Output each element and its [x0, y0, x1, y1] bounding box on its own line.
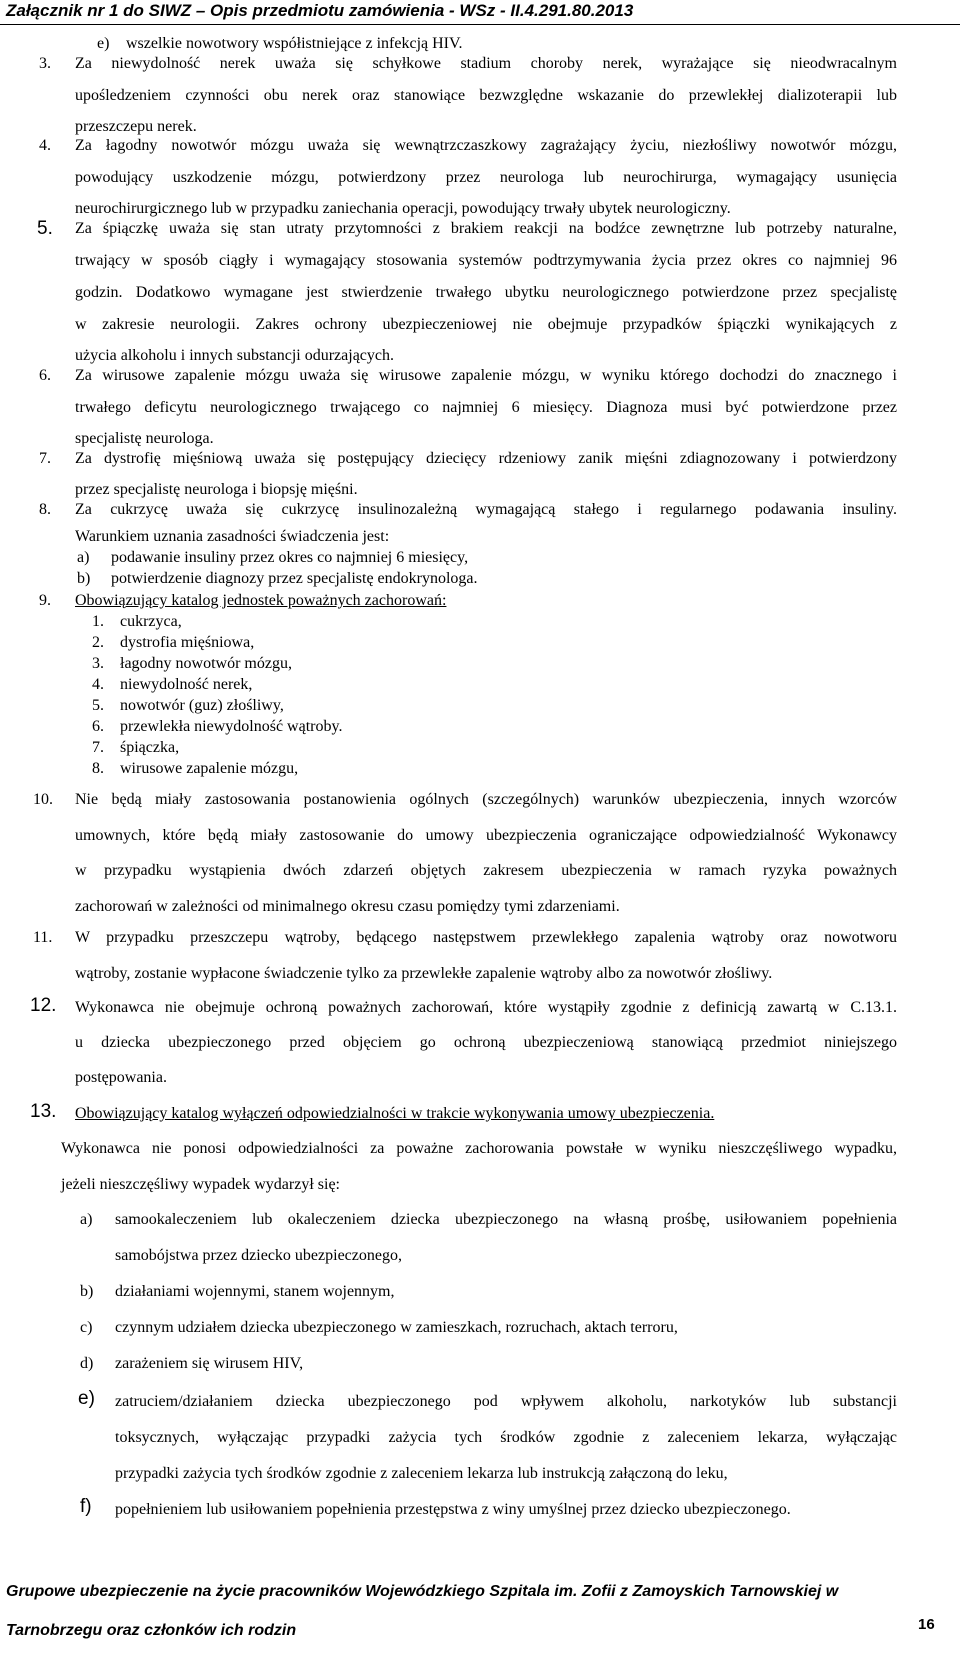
- exclusion-marker: d): [80, 1355, 94, 1372]
- item-text-line: zachorowań w zależności od minimalnego okresu czasu pomiędzy tymi zdarzeniami.: [75, 898, 620, 915]
- catalog-title: Obowiązujący katalog jednostek poważnych zachorowań:: [75, 592, 447, 609]
- exclusions-intro-line: Wykonawca nie ponosi odpowiedzialności za poważne zachorowania powstałe w wyniku nieszczęśliwego wypadku,: [61, 1140, 897, 1157]
- item-number: 6.: [39, 367, 51, 384]
- item-text-line: Za dystrofię mięśniową uważa się postępujący dziecięcy rdzeniowy zanik mięśni zdiagnozowany i potwierdzony: [75, 450, 897, 467]
- item-text-line: wątroby, zostanie wypłacone świadczenie tylko za przewlekłe zapalenie wątroby albo za nowotwór złośliwy.: [75, 965, 773, 982]
- item-number: 5.: [37, 218, 53, 239]
- sub-text: podawanie insuliny przez okres co najmniej 6 miesięcy,: [111, 549, 469, 566]
- list-item: niewydolność nerek,: [120, 676, 253, 693]
- exclusion-text-line: działaniami wojennymi, stanem wojennym,: [115, 1283, 395, 1300]
- list-item: wirusowe zapalenie mózgu,: [120, 760, 299, 777]
- item-text-line: Wykonawca nie obejmuje ochroną poważnych zachorowań, które wystąpiły zgodnie z definicją zawartą w C.13.1.: [75, 999, 897, 1016]
- item-text-line: specjalistę neurologa.: [75, 430, 214, 447]
- item-text-line: neurochirurgicznego lub w przypadku zaniechania operacji, powodujący trwały ubytek neurologiczny.: [75, 200, 731, 217]
- item-text-line: postępowania.: [75, 1069, 167, 1086]
- item-text-line: w zakresie neurologii. Zakres ochrony ubezpieczeniowej nie obejmuje przypadków śpiączki wynikających z: [75, 316, 897, 333]
- exclusion-marker: a): [80, 1211, 93, 1228]
- item-text-line: powodujący uszkodzenie mózgu, potwierdzony przez neurologa lub neurochirurga, wymagający usunięcia: [75, 169, 897, 186]
- list-marker: 6.: [92, 718, 104, 735]
- item-text-line: upośledzeniem czynności obu nerek oraz stanowiące bezwzględne wskazanie do przewlekłej dializoterapii lub: [75, 87, 897, 104]
- list-item: dystrofia mięśniowa,: [120, 634, 255, 651]
- list-marker: 1.: [92, 613, 104, 630]
- exclusion-text-line: zarażeniem się wirusem HIV,: [115, 1355, 304, 1372]
- exclusion-marker: f): [80, 1496, 92, 1517]
- item-number: 7.: [39, 450, 51, 467]
- sub-marker: b): [77, 570, 91, 587]
- list-item: nowotwór (guz) złośliwy,: [120, 697, 284, 714]
- list-marker: 4.: [92, 676, 104, 693]
- item-text-line: Warunkiem uznania zasadności świadczenia jest:: [75, 528, 390, 545]
- exclusion-marker: e): [78, 1388, 95, 1409]
- list-item: cukrzyca,: [120, 613, 182, 630]
- exclusion-text-line: czynnym udziałem dziecka ubezpieczonego w zamieszkach, rozruchach, aktach terroru,: [115, 1319, 678, 1336]
- item-text-line: Za wirusowe zapalenie mózgu uważa się wirusowe zapalenie mózgu, w wyniku którego dochodzi do znacznego i: [75, 367, 897, 384]
- exclusion-marker: b): [80, 1283, 94, 1300]
- item-text-line: trwałego deficytu neurologicznego trwającego co najmniej 6 miesięcy. Diagnoza musi być potwierdzone przez: [75, 399, 897, 416]
- list-marker: 3.: [92, 655, 104, 672]
- item-text-line: użycia alkoholu i innych substancji odurzających.: [75, 347, 395, 364]
- exclusion-text-line: toksycznych, wyłączając przypadki zażycia tych środków zgodnie z zaleceniem lekarza, wyłączając: [115, 1429, 897, 1446]
- exclusion-text-line: zatruciem/działaniem dziecka ubezpieczonego pod wpływem alkoholu, narkotyków lub substancji: [115, 1393, 897, 1410]
- list-marker: 2.: [92, 634, 104, 651]
- item-text-line: u dziecka ubezpieczonego przed objęciem go ochroną ubezpieczeniową stanowiącą przedmiot niniejszego: [75, 1034, 897, 1051]
- list-marker: 8.: [92, 760, 104, 777]
- sub-text: potwierdzenie diagnozy przez specjalistę endokrynologa.: [111, 570, 478, 587]
- footer-line: Tarnobrzegu oraz członków ich rodzin: [6, 1622, 297, 1639]
- item-text-line: przez specjalistę neurologa i biopsję mięśni.: [75, 481, 358, 498]
- list-item: przewlekła niewydolność wątroby.: [120, 718, 343, 735]
- item-number: 12.: [30, 995, 57, 1016]
- footer-line: Grupowe ubezpieczenie na życie pracowników Wojewódzkiego Szpitala im. Zofii z Zamoyskich Tarnowskiej w: [6, 1583, 839, 1600]
- exclusion-text-line: samobójstwa przez dziecko ubezpieczonego,: [115, 1247, 402, 1264]
- item-number: 4.: [39, 137, 51, 154]
- item-text-line: w przypadku wystąpienia dwóch zdarzeń objętych zakresem ubezpieczenia w ramach ryzyka poważnych: [75, 862, 897, 879]
- item-text-line: Za łagodny nowotwór mózgu uważa się wewnątrzczaszkowy zagrażający życiu, niezłośliwy nowotwór mózgu,: [75, 137, 897, 154]
- item-text-line: Nie będą miały zastosowania postanowienia ogólnych (szczególnych) warunków ubezpieczenia, innych wzorców: [75, 791, 897, 808]
- exclusions-title: Obowiązujący katalog wyłączeń odpowiedzialności w trakcie wykonywania umowy ubezpieczenia.: [75, 1105, 715, 1122]
- sub-marker: a): [77, 549, 90, 566]
- list-marker: 5.: [92, 697, 104, 714]
- item-text-line: przeszczepu nerek.: [75, 118, 197, 135]
- document-header: Załącznik nr 1 do SIWZ – Opis przedmiotu zamówienia - WSz - II.4.291.80.2013: [6, 1, 634, 20]
- item-text-line: Za śpiączkę uważa się stan utraty przytomności z brakiem reakcji na bodźce zewnętrzne lub potrzeby naturalne,: [75, 220, 897, 237]
- item-text-line: W przypadku przeszczepu wątroby, będącego następstwem przewlekłego zapalenia wątroby oraz nowotworu: [75, 929, 897, 946]
- exclusion-text-line: przypadki zażycia tych środków zgodnie z zaleceniem lekarza lub instrukcją załączoną do leku,: [115, 1465, 728, 1482]
- intro-text: wszelkie nowotwory współistniejące z infekcją HIV.: [126, 35, 463, 52]
- exclusion-text-line: samookaleczeniem lub okaleczeniem dziecka ubezpieczonego na własną prośbę, usiłowaniem popełnienia: [115, 1211, 897, 1228]
- exclusions-intro-line: jeżeli nieszczęśliwy wypadek wydarzył się:: [61, 1176, 340, 1193]
- item-number: 9.: [39, 592, 51, 609]
- item-number: 11.: [33, 929, 53, 946]
- list-marker: 7.: [92, 739, 104, 756]
- item-text-line: umownych, które będą miały zastosowanie do umowy ubezpieczenia ograniczające odpowiedzialność Wykonawcy: [75, 827, 897, 844]
- exclusion-text-line: popełnieniem lub usiłowaniem popełnienia przestępstwa z winy umyślnej przez dziecko ubezpieczonego.: [115, 1501, 791, 1518]
- intro-marker: e): [97, 35, 110, 52]
- header-rule: [0, 24, 960, 25]
- item-text-line: Za cukrzycę uważa się cukrzycę insulinozależną wymagającą stałego i regularnego podawania insuliny.: [75, 501, 897, 518]
- item-text-line: Za niewydolność nerek uważa się schyłkowe stadium choroby nerek, wyrażające się nieodwracalnym: [75, 55, 897, 72]
- list-item: łagodny nowotwór mózgu,: [120, 655, 292, 672]
- exclusion-marker: c): [80, 1319, 93, 1336]
- item-text-line: trwający w sposób ciągły i wymagający stosowania systemów podtrzymywania życia przez okres co najmniej 96: [75, 252, 897, 269]
- item-number: 3.: [39, 55, 51, 72]
- item-number: 8.: [39, 501, 51, 518]
- list-item: śpiączka,: [120, 739, 180, 756]
- item-text-line: godzin. Dodatkowo wymagane jest stwierdzenie trwałego ubytku neurologicznego potwierdzone przez specjalistę: [75, 284, 897, 301]
- page-number: 16: [918, 1616, 935, 1633]
- item-number: 13.: [30, 1101, 57, 1122]
- item-number: 10.: [33, 791, 53, 808]
